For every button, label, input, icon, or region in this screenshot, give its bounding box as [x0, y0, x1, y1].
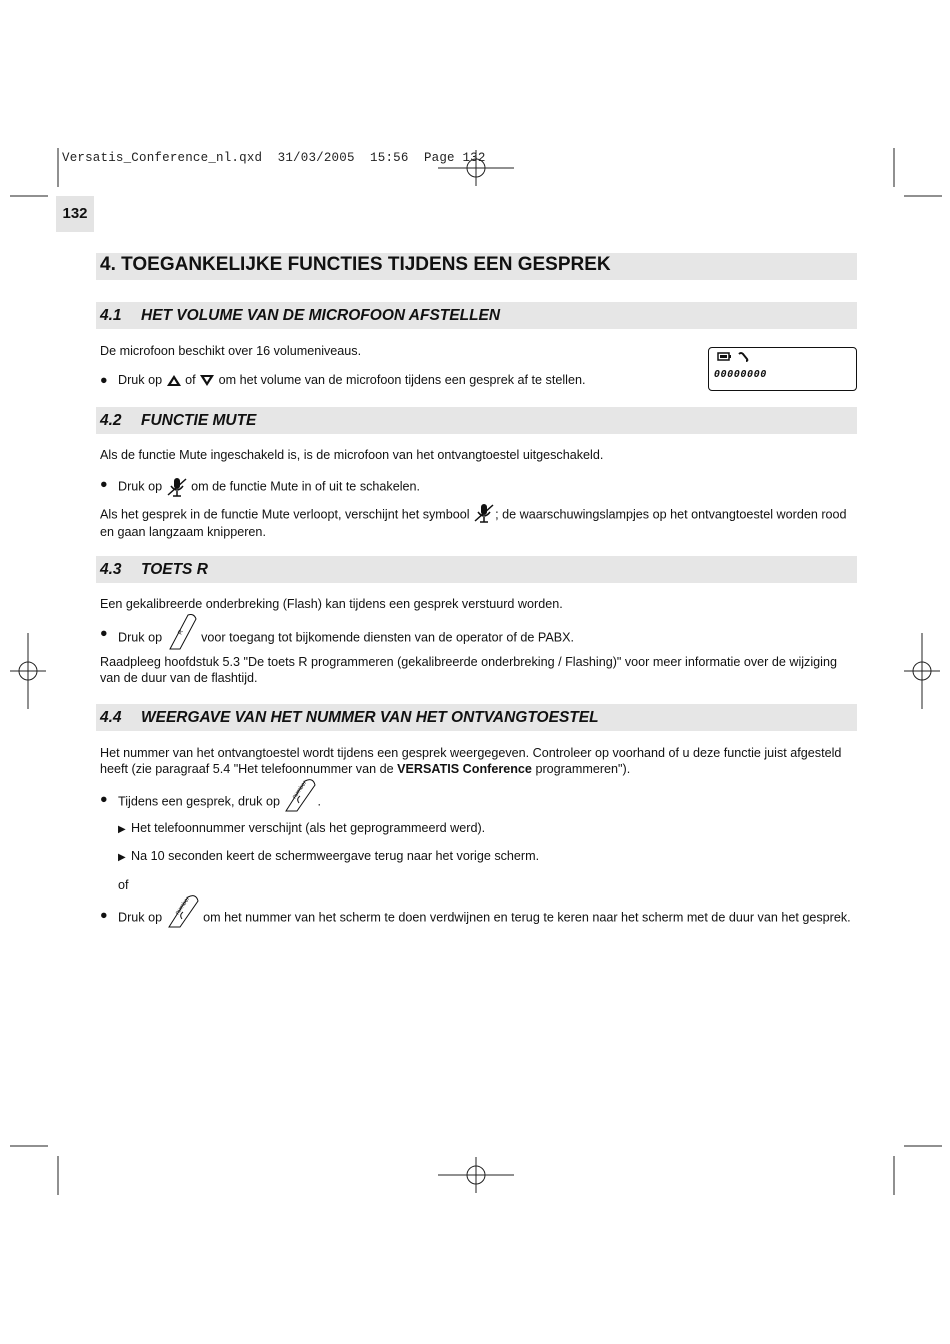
down-key-icon [199, 374, 215, 387]
bullet-dot: ● [100, 477, 108, 491]
paragraph: Als de functie Mute ingeschakeld is, is de microfoon van het ontvangtoestel uitgeschakeld. [100, 448, 604, 462]
bullet-dot: ● [100, 626, 108, 640]
section-number: 4.1 [100, 307, 122, 324]
section-4-4-heading [96, 704, 857, 731]
svg-text:number: number [174, 896, 191, 917]
section-title: WEERGAVE VAN HET NUMMER VAN HET ONTVANGTOESTEL [141, 709, 599, 726]
section-number: 4.2 [100, 412, 122, 429]
chapter-heading [96, 253, 857, 280]
chapter-title: 4. TOEGANKELIJKE FUNCTIES TIJDENS EEN GESPREK [100, 254, 611, 275]
paragraph: Raadpleeg hoofdstuk 5.3 "De toets R programmeren (gekalibreerde onderbreking / Flashing)" voor meer informatie over de wijziging van de duur van de flashtijd. [100, 655, 837, 685]
handset-display [708, 347, 857, 391]
svg-text:R: R [177, 629, 185, 636]
number-key-icon [166, 893, 200, 929]
arrow-right-icon: ▶ [118, 824, 126, 835]
print-slug: Versatis_Conference_nl.qxd 31/03/2005 15:56 Page 132 [62, 151, 486, 165]
mute-key-icon [473, 502, 495, 524]
battery-icon [718, 353, 731, 360]
bullet-dot: ● [100, 792, 108, 806]
section-4-3-heading [96, 556, 857, 583]
up-key-icon [166, 374, 182, 387]
bullet-dot: ● [100, 373, 108, 387]
r-key-icon [166, 611, 198, 651]
or-text: of [118, 878, 129, 892]
paragraph: Als het gesprek in de functie Mute verloopt, verschijnt het symbool ; de waarschuwingslampjes op het ontvangtoestel worden rood en gaan langzaam knipperen. [100, 506, 857, 540]
section-number: 4.4 [100, 709, 122, 726]
mute-key-icon [166, 476, 188, 498]
section-4-1-heading [96, 302, 857, 329]
section-title: TOETS R [141, 561, 208, 578]
arrow-right-icon: ▶ [118, 852, 126, 863]
handset-icon [739, 353, 747, 361]
section-title: FUNCTIE MUTE [141, 412, 257, 429]
display-digits: 00000000 [714, 369, 767, 380]
section-title: HET VOLUME VAN DE MICROFOON AFSTELLEN [141, 307, 501, 324]
section-4-2-heading [96, 407, 857, 434]
paragraph: Het nummer van het ontvangtoestel wordt tijdens een gesprek weergegeven. Controleer op voorhand of u deze functie juist afgesteld heeft (zie paragraaf 5.4 "Het telefoonnummer van de VERSATIS Conference programmeren"). [100, 746, 842, 776]
sub-item: ▶ Na 10 seconden keert de schermweergave terug naar het vorige scherm. [118, 848, 539, 866]
paragraph: De microfoon beschikt over 16 volumeniveaus. [100, 344, 362, 358]
number-key-icon [283, 777, 317, 813]
page-number: 132 [56, 196, 94, 232]
bullet-dot: ● [100, 908, 108, 922]
svg-text:number: number [292, 780, 309, 801]
section-number: 4.3 [100, 561, 122, 578]
sub-item: ▶ Het telefoonnummer verschijnt (als het geprogrammeerd werd). [118, 820, 485, 838]
paragraph: Een gekalibreerde onderbreking (Flash) kan tijdens een gesprek verstuurd worden. [100, 597, 563, 611]
